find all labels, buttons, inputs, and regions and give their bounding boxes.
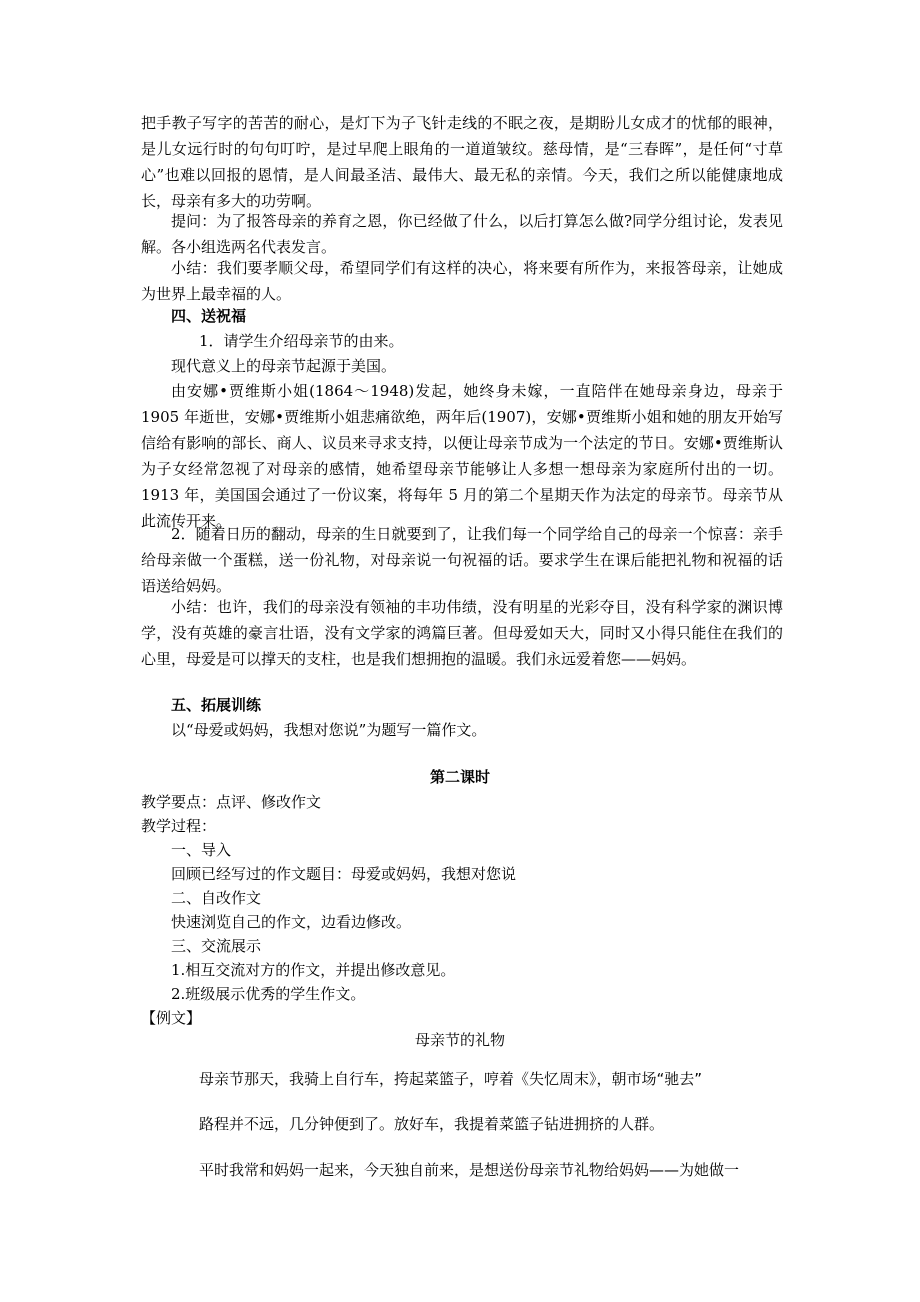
- lesson-2-title: 第二课时: [429, 768, 490, 786]
- step-2-text: 快速浏览自己的作文，边看边修改。: [171, 913, 412, 931]
- key-points: 教学要点：点评、修改作文: [141, 793, 322, 811]
- paragraph-question: 提问：为了报答母亲的养育之恩，你已经做了什么，以后打算怎么做?同学分组讨论，发表见解。各小组选两名代表发言。: [141, 212, 783, 256]
- item-1: 1．请学生介绍母亲节的由来。: [199, 332, 404, 350]
- example-paragraph-1: 母亲节那天，我骑上自行车，挎起菜篮子，哼着《失忆周末》，朝市场“驰去”: [199, 1070, 703, 1088]
- step-1: 一、导入: [171, 841, 232, 859]
- step-3-2: 2.班级展示优秀的学生作文。: [171, 985, 366, 1003]
- heading-send-blessings: 四、送祝福: [171, 307, 247, 325]
- example-title: 母亲节的礼物: [414, 1031, 505, 1049]
- heading-extension: 五、拓展训练: [171, 696, 262, 714]
- example-paragraph-2: 路程并不远，几分钟便到了。放好车，我提着菜篮子钻进拥挤的人群。: [199, 1115, 665, 1133]
- step-2: 二、自改作文: [171, 889, 262, 907]
- step-3: 三、交流展示: [171, 937, 262, 955]
- paragraph-mother-love: 把手教子写字的苦苦的耐心，是灯下为子飞针走线的不眠之夜，是期盼儿女成才的忧郁的眼神，是儿女远行时的句句叮咛，是过早爬上眼角的一道道皱纹。慈母情，是“三春晖”，是任何“寸草心”也难以回报的恩情，是人间最圣洁、最伟大、最无私的亲情。今天，我们之所以能健康地成长，母亲有多大的功劳啊。: [141, 114, 783, 210]
- paragraph-summary-1: 小结：我们要孝顺父母，希望同学们有这样的决心，将来要有所作为，来报答母亲，让她成为世界上最幸福的人。: [141, 259, 783, 303]
- example-paragraph-3: 平时我常和妈妈一起来，今天独自前来，是想送份母亲节礼物给妈妈——为她做一: [199, 1161, 740, 1179]
- step-1-text: 回顾已经写过的作文题目：母爱或妈妈，我想对您说: [171, 865, 517, 883]
- line-essay-topic: 以“母爱或妈妈，我想对您说”为题写一篇作文。: [171, 721, 487, 739]
- line-origin: 现代意义上的母亲节起源于美国。: [171, 357, 397, 375]
- teaching-process: 教学过程：: [141, 817, 217, 835]
- example-label: 【例文】: [141, 1009, 202, 1027]
- paragraph-item-2: 2．随着日历的翻动，母亲的生日就要到了，让我们每一个同学给自己的母亲一个惊喜：亲手给母亲做一个蛋糕，送一份礼物，对母亲说一句祝福的话。要求学生在课后能把礼物和祝福的话语送给妈妈。: [141, 525, 783, 595]
- step-3-1: 1.相互交流对方的作文，并提出修改意见。: [171, 961, 456, 979]
- paragraph-summary-2: 小结：也许，我们的母亲没有领袖的丰功伟绩，没有明星的光彩夺目，没有科学家的渊识博学，没有英雄的豪言壮语，没有文学家的鸿篇巨著。但母爱如天大，同时又小得只能住在我们的心里，母爱是可以撑天的支柱，也是我们想拥抱的温暖。我们永远爱着您——妈妈。: [141, 598, 783, 668]
- paragraph-history: 由安娜•贾维斯小姐(1864～1948)发起，她终身未嫁，一直陪伴在她母亲身边，母亲于 1905 年逝世，安娜•贾维斯小姐悲痛欲绝，两年后(1907)，安娜•贾维斯小姐和她的朋友开始写信给有影响的部长、商人、议员来寻求支持，以便让母亲节成为一个法定的节日。安娜•贾维斯认为子女经常忽视了对母亲的感情，她希望母亲节能够让人多想一想母亲为家庭所付出的一切。1913 年，美国国会通过了一份议案，将每年 5 月的第二个星期天作为法定的母亲节。母亲节从此流传开来。: [141, 382, 783, 530]
